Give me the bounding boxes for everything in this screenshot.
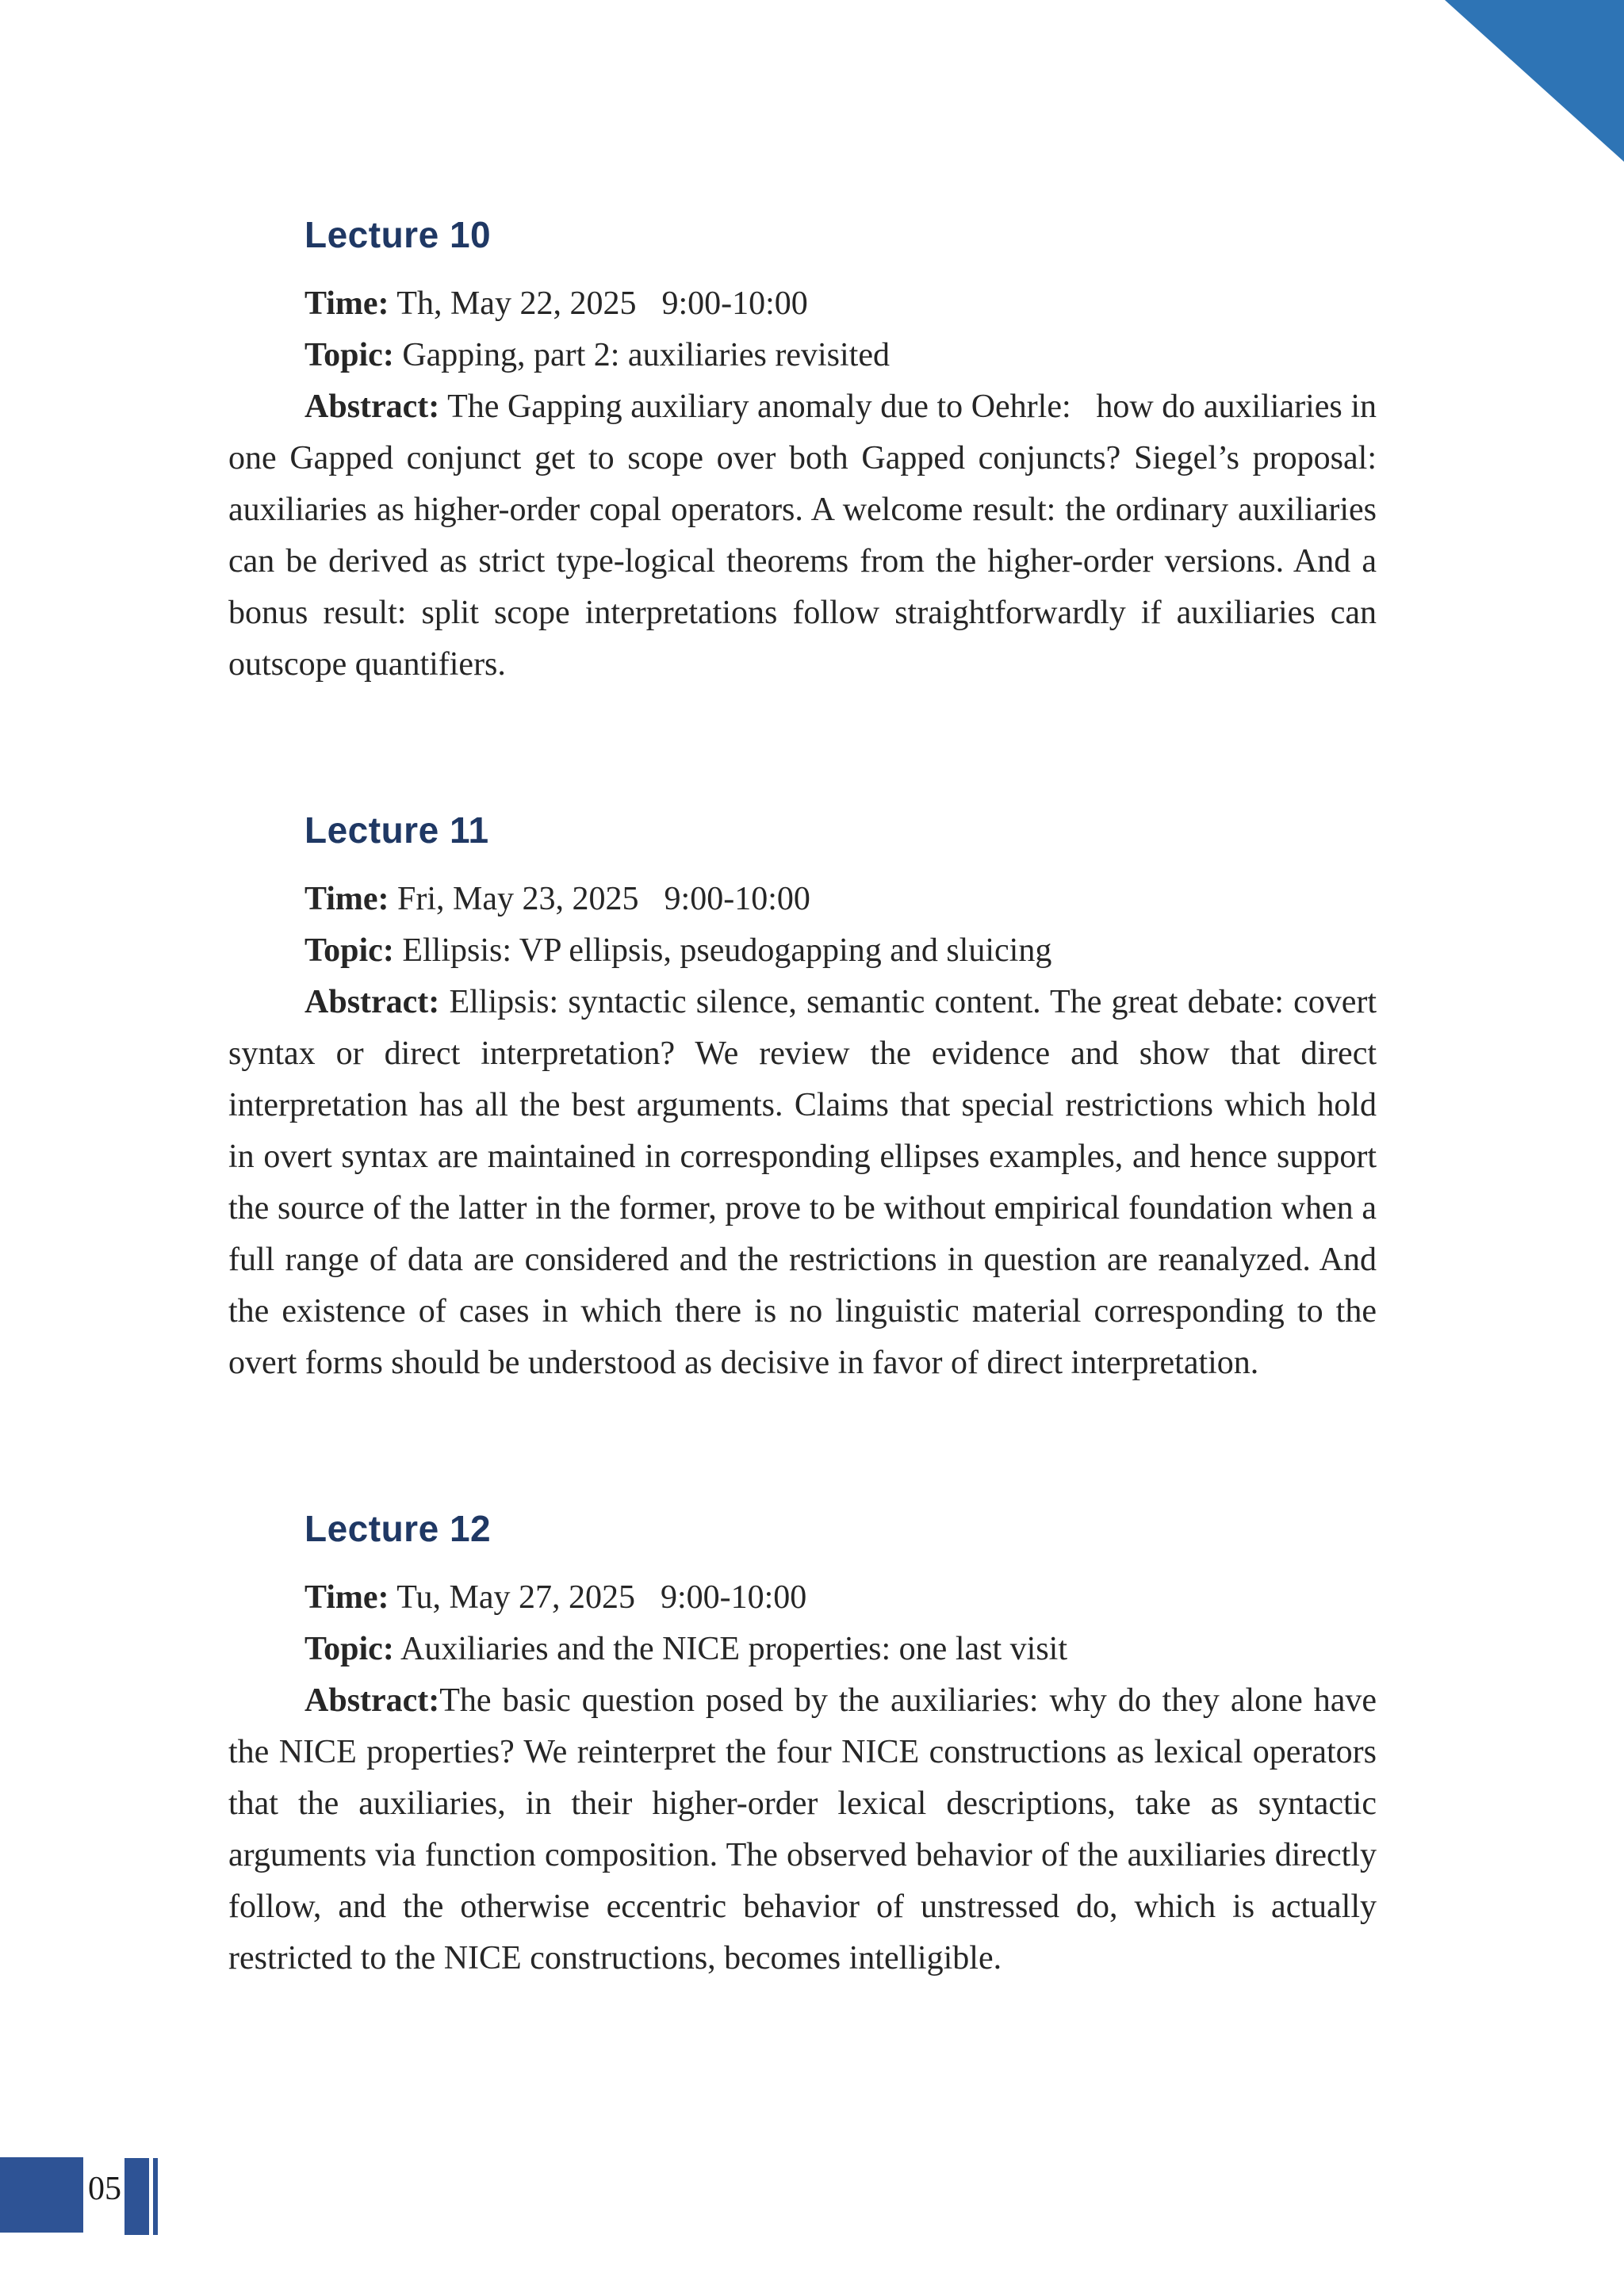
time-date: Fri, May 23, 2025 [397,881,639,917]
page-number: 05 [88,2171,121,2207]
abstract-separator [439,984,449,1020]
time-date: Tu, May 27, 2025 [396,1579,635,1616]
time-date: Th, May 22, 2025 [396,285,637,322]
topic-line [228,1624,1377,1675]
abstract-label: Abstract: [304,984,440,1020]
time-range: 9:00-10:00 [660,1579,807,1616]
topic-line [228,925,1377,977]
abstract-label: Abstract: [304,1682,440,1719]
lecture-title: Lecture 10 [304,214,492,255]
lecture-title: Lecture 12 [304,1508,492,1549]
topic-line [228,330,1377,381]
time-label: Time: [304,881,389,917]
footer-accent-bar-thin [153,2158,158,2235]
time-line [228,278,1377,330]
time-label: Time: [304,285,389,322]
abstract-text: Ellipsis: syntactic silence, semantic content. The great debate: covert syntax or direct interpretation? We review the evidence and show that direct interpretation has all the best arguments. Claims that special restrictions which hold in overt syntax are maintained in corresponding ellipses examples, and hence support the source of the latter in the former, prove to be without empirical foundation when a full range of data are considered and the restrictions in question are reanalyzed. And the existence of cases in which there is no linguistic material corresponding to the overt forms should be understood as decisive in favor of direct interpretation. [228,984,1377,1381]
lecture-section-11 [228,809,1377,1389]
abstract-paragraph [228,1675,1377,1984]
abstract-paragraph [228,977,1377,1389]
time-label: Time: [304,1579,389,1616]
page-content [228,0,1377,1984]
lecture-title: Lecture 11 [304,809,489,851]
lecture-section-12 [228,1510,1377,1984]
time-line [228,874,1377,925]
topic-text: Ellipsis: VP ellipsis, pseudogapping and sluicing [402,932,1052,969]
time-line [228,1572,1377,1624]
footer-accent-bar-thick [124,2158,149,2235]
abstract-text: The basic question posed by the auxiliaries: why do they alone have the NICE properties? We reinterpret the four NICE constructions as lexical operators that the auxiliaries, in their higher-order lexical descriptions, take as syntactic arguments via function composition. The observed behavior of the auxiliaries directly follow, and the otherwise eccentric behavior of unstressed do, which is actually restricted to the NICE constructions, becomes intelligible. [228,1682,1377,1976]
corner-triangle-decoration [1445,0,1624,162]
topic-label: Topic: [304,337,394,373]
time-range: 9:00-10:00 [661,285,808,322]
abstract-paragraph [228,381,1377,691]
abstract-label: Abstract: [304,388,440,425]
topic-text: Gapping, part 2: auxiliaries revisited [402,337,890,373]
time-range: 9:00-10:00 [664,881,810,917]
lecture-section-10 [228,216,1377,691]
abstract-text: The Gapping auxiliary anomaly due to Oehrle: how do auxiliaries in one Gapped conjunct get to scope over both Gapped conjuncts? Siegel’s proposal: auxiliaries as higher-order copal operators. A welcome result: the ordinary auxiliaries can be derived as strict type-logical theorems from the higher-order versions. And a bonus result: split scope interpretations follow straightforwardly if auxiliaries can outscope quantifiers. [228,388,1377,683]
topic-label: Topic: [304,1631,394,1667]
topic-text: Auxiliaries and the NICE properties: one last visit [400,1631,1067,1667]
topic-label: Topic: [304,932,394,969]
abstract-separator [439,388,447,425]
footer-accent-rectangle [0,2157,83,2233]
